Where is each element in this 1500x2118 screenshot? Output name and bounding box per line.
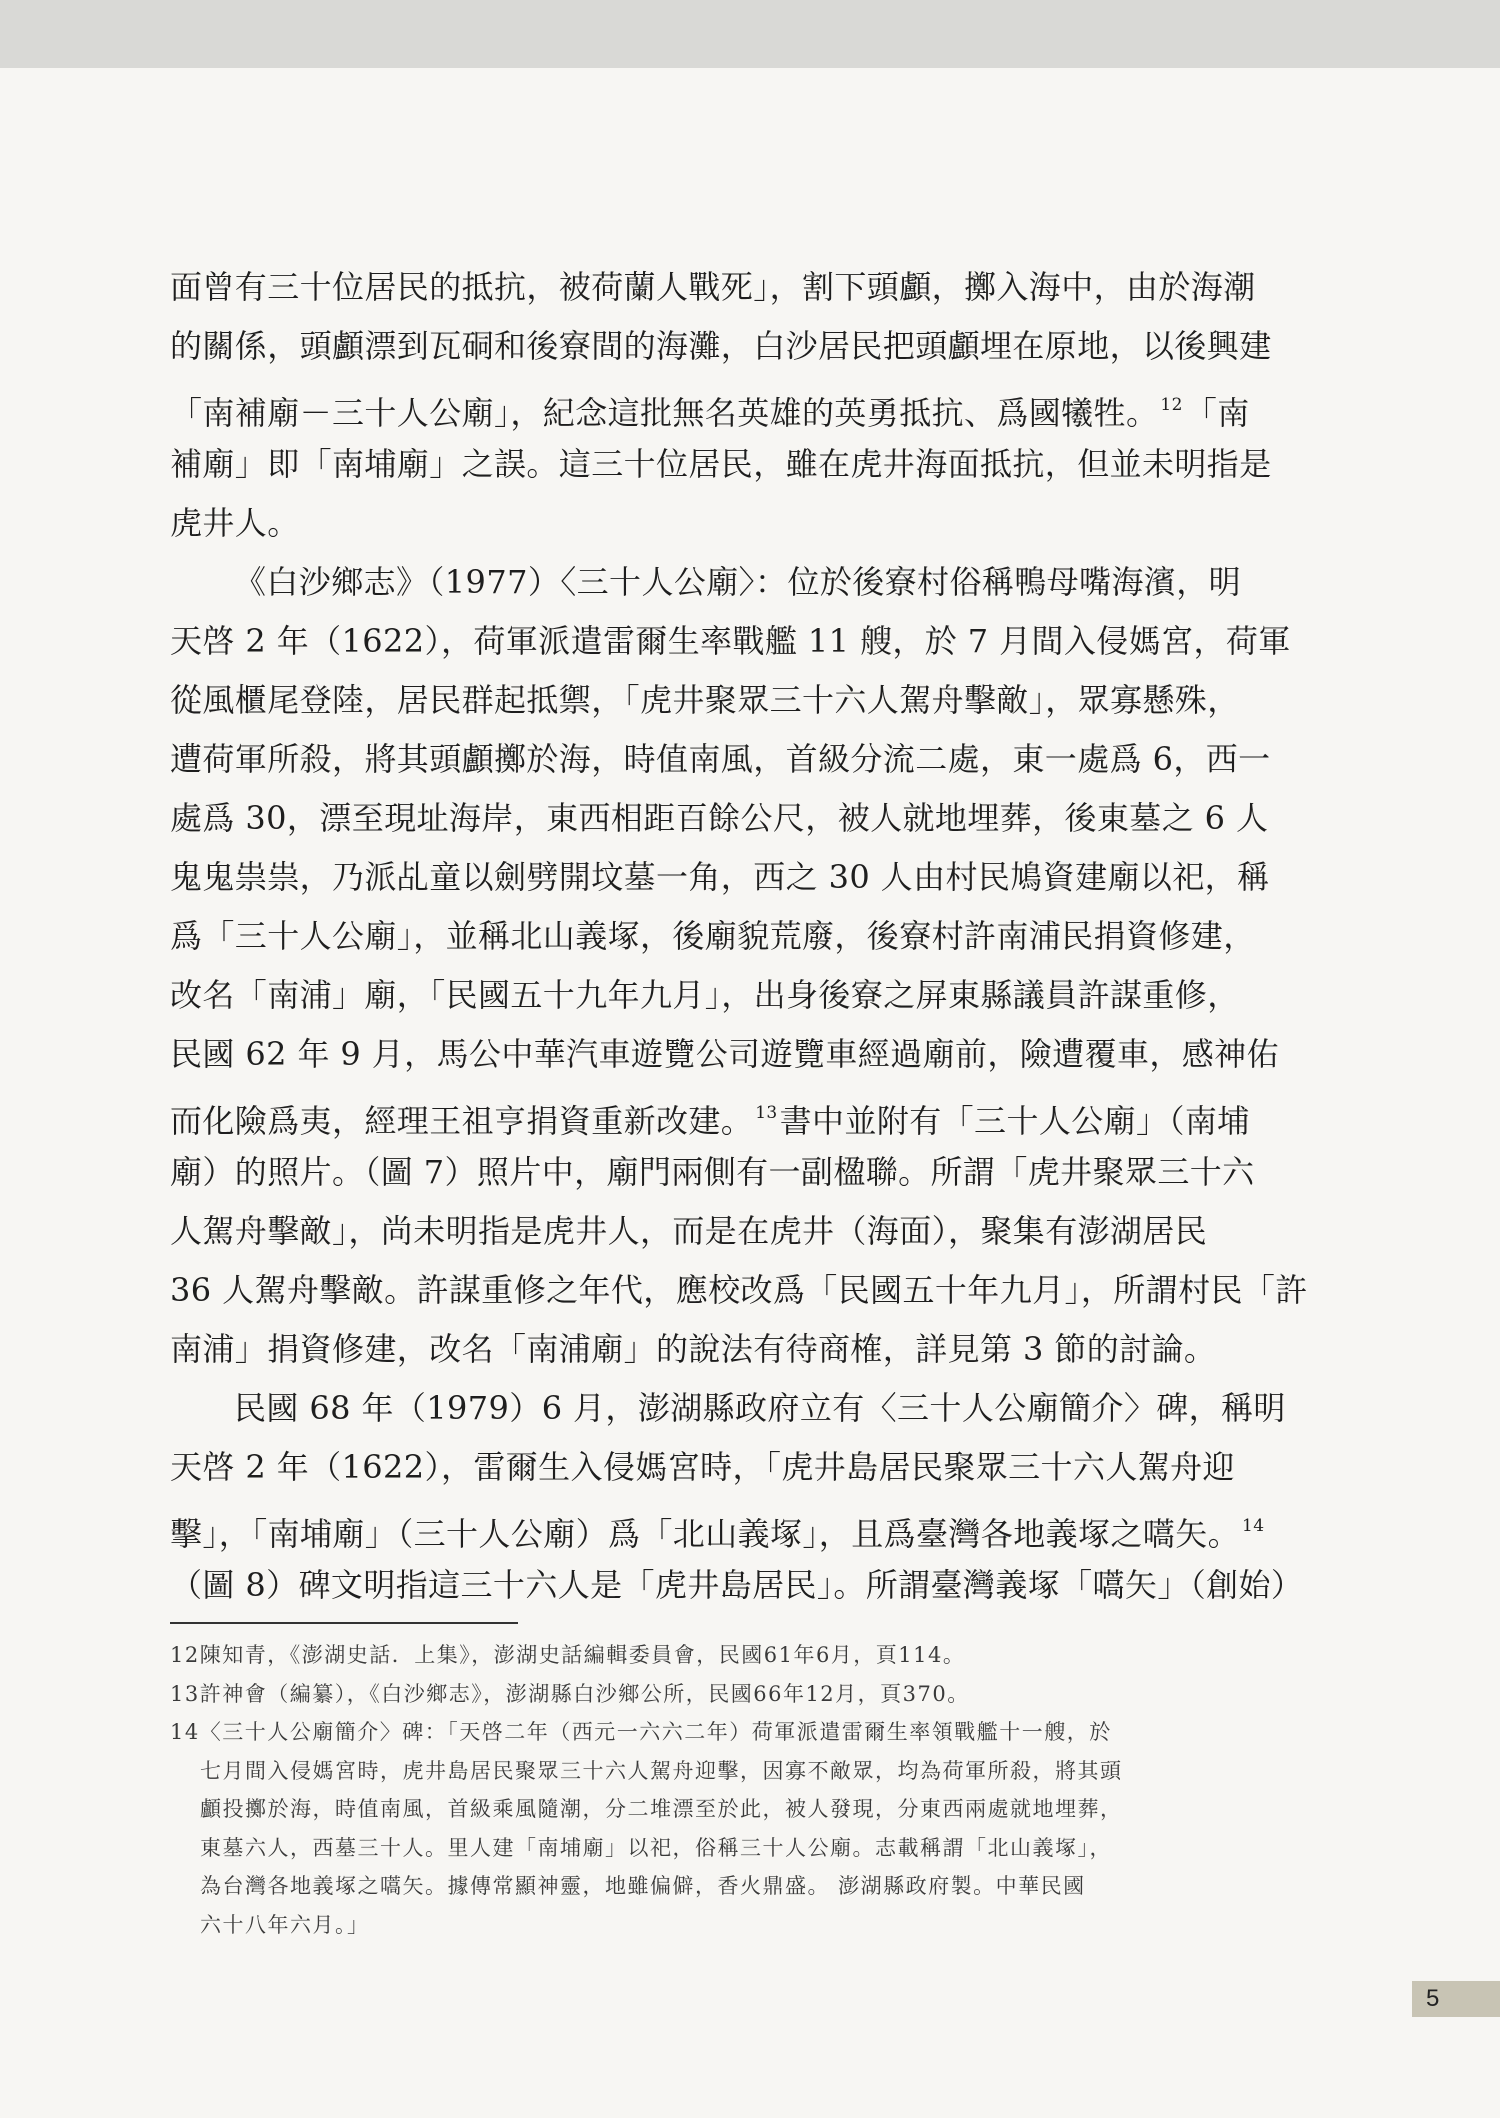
text-line: [170, 1084, 1290, 1143]
text-line: 補廟」即「南埔廟」之誤。這三十位居民，雖在虎井海面抵抗，但並未明指是: [170, 445, 1272, 483]
footnote-14-cont: 東墓六人，西墓三十人。里人建「南埔廟」以祀，俗稱三十人公廟。志載稱謂「北山義塚」，: [200, 1835, 1112, 1860]
footnote-ref-13[interactable]: 13: [755, 1103, 778, 1123]
text-line: [170, 1497, 1290, 1556]
footnotes: [170, 1636, 1290, 1944]
text-line: 的關係，頭顱漂到瓦硐和後寮間的海灘，白沙居民把頭顱埋在原地，以後興建: [170, 327, 1272, 365]
text-line: 36 人駕舟擊敵。許謀重修之年代，應校改爲「民國五十年九月」，所謂村民「許: [170, 1271, 1308, 1309]
text-line: 天啓 2 年（1622），荷軍派遣雷爾生率戰艦 11 艘，於 7 月間入侵媽宮，荷軍: [170, 622, 1291, 660]
text-run: 「南: [1184, 394, 1250, 432]
text-run: 擊」，「南埔廟」（三十人公廟）爲「北山義塚」，且爲臺灣各地義塚之嚆矢。: [170, 1515, 1241, 1553]
footnote-14-cont: 六十八年六月。」: [200, 1912, 370, 1937]
text-line: 廟）的照片。（圖 7）照片中，廟門兩側有一副楹聯。所謂「虎井聚眾三十六: [170, 1153, 1255, 1191]
text-line: 天啓 2 年（1622），雷爾生入侵媽宮時，「虎井島居民聚眾三十六人駕舟迎: [170, 1448, 1235, 1486]
text-line: 民國 62 年 9 月，馬公中華汽車遊覽公司遊覽車經過廟前，險遭覆車，感神佑: [170, 1035, 1279, 1073]
footnote-13: 13許神會（編纂），《白沙鄉志》，澎湖縣白沙鄉公所，民國66年12月，頁370。: [170, 1681, 970, 1706]
text-line: 虎井人。: [170, 504, 300, 542]
footnote-14-cont: 顱投擲於海，時值南風，首級乘風隨潮，分二堆漂至於此，被人發現，分東西兩處就地埋葬，: [200, 1797, 1123, 1821]
footnote-ref-14[interactable]: 14: [1242, 1516, 1265, 1536]
body-text: [170, 258, 1308, 1615]
footnote-14-cont: 七月間入侵媽宮時，虎井島居民聚眾三十六人駕舟迎擊，因寡不敵眾，均為荷軍所殺，將其頭: [200, 1758, 1123, 1783]
scan-top-band: [0, 0, 1500, 68]
footnote-ref-12[interactable]: 12: [1160, 395, 1183, 415]
text-run: 「南補廟－三十人公廟」，紀念這批無名英雄的英勇抵抗、爲國犧牲。: [170, 394, 1159, 432]
footnote-12: 12陳知青，《澎湖史話．上集》，澎湖史話編輯委員會，民國61年6月，頁114。: [170, 1643, 966, 1667]
footnote-divider: [170, 1622, 518, 1624]
text-line: （圖 8）碑文明指這三十六人是「虎井島居民」。所謂臺灣義塚「嚆矢」（創始）: [170, 1566, 1304, 1604]
text-line: 改名「南浦」廟，「民國五十九年九月」，出身後寮之屏東縣議員許謀重修，: [170, 976, 1240, 1014]
text-line: 爲「三十人公廟」，並稱北山義塚，後廟貌荒廢，後寮村許南浦民捐資修建，: [170, 917, 1256, 955]
text-line: [170, 376, 1290, 435]
footnote-14-cont: 為台灣各地義塚之嚆矢。據傳常顯神靈，地雖偏僻，香火鼎盛。 澎湖縣政府製。中華民國: [200, 1874, 1086, 1898]
text-line: 處爲 30，漂至現址海岸，東西相距百餘公尺，被人就地埋葬，後東墓之 6 人: [170, 799, 1269, 837]
text-line: 人駕舟擊敵」，尚未明指是虎井人，而是在虎井（海面），聚集有澎湖居民: [170, 1212, 1208, 1250]
text-line: 遭荷軍所殺，將其頭顱擲於海，時值南風，首級分流二處，東一處爲 6，西一: [170, 740, 1271, 778]
text-line: 從風櫃尾登陸，居民群起抵禦，「虎井聚眾三十六人駕舟擊敵」，眾寡懸殊，: [170, 681, 1240, 719]
text-run: 書中並附有「三十人公廟」（南埔: [779, 1102, 1250, 1140]
text-run: 而化險爲夷，經理王祖亨捐資重新改建。: [170, 1102, 754, 1140]
text-line: 南浦」捐資修建，改名「南浦廟」的說法有待商榷，詳見第 3 節的討論。: [170, 1330, 1217, 1368]
text-line: 鬼鬼祟祟，乃派乩童以劍劈開坟墓一角，西之 30 人由村民鳩資建廟以祀，稱: [170, 858, 1270, 896]
text-line: 《白沙鄉志》（1977）〈三十人公廟〉：位於後寮村俗稱鴨母嘴海濱，明: [234, 563, 1242, 601]
text-line: 民國 68 年（1979）6 月，澎湖縣政府立有〈三十人公廟簡介〉碑，稱明: [234, 1389, 1286, 1427]
text-line: 面曾有三十位居民的抵抗，被荷蘭人戰死」，割下頭顱，擲入海中，由於海潮: [170, 268, 1256, 306]
footnote-14: 14〈三十人公廟簡介〉碑：「天啓二年（西元一六六二年）荷軍派遣雷爾生率領戰艦十一艘，於: [170, 1720, 1112, 1744]
page-number: 5: [1412, 1981, 1500, 2017]
